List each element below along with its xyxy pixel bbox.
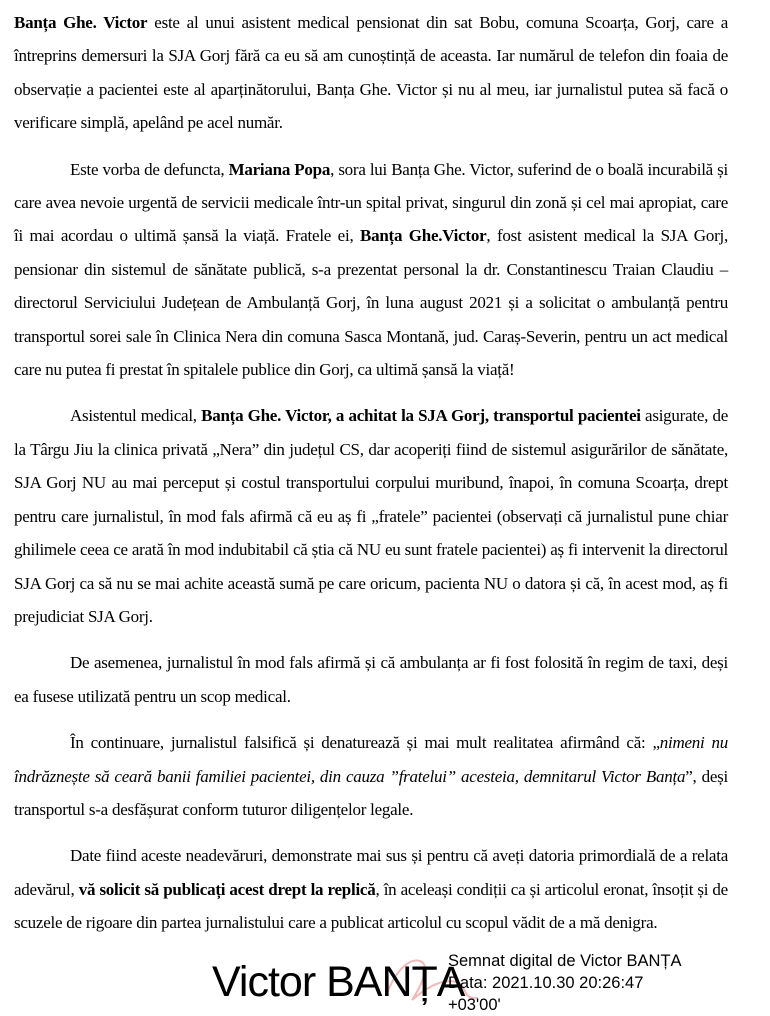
signed-by-line: Semnat digital de Victor BANȚA — [448, 952, 682, 970]
bold-text: Banța Ghe. Victor, a achitat la SJA Gorj, transportul pacientei — [201, 406, 641, 426]
signature-date: Data: 2021.10.30 20:26:47 — [448, 974, 644, 992]
bold-text: Banța Ghe. Victor — [14, 13, 148, 32]
bold-text: Banța Ghe.Victor — [360, 226, 487, 246]
text-run: Este vorba de defuncta, — [70, 159, 229, 179]
text-run: , sora lui Banța Ghe. Victor, suferind de o boală incurabilă și care avea nevoie urgentă de servicii medicale într-un spital privat, singurul din zonă și cel mai apropiat, care îi mai acordau o ultimă șansă la viață. Fratele ei, — [14, 159, 729, 246]
text-run: ”, deși transportul s-a desfășurat conform tuturor diligențelor legale. — [14, 766, 728, 819]
digital-signature-block — [212, 948, 752, 1014]
bold-text: vă solicit să publicați acest drept la replică — [78, 879, 376, 899]
text-run: Date fiind aceste neadevăruri, demonstrate mai sus și pentru că aveți datoria primordială de a relata adevărul, — [14, 846, 728, 899]
text-run: În continuare, jurnalistul falsifică și denaturează și mai mult realitatea afirmând că: „ — [70, 733, 660, 753]
paragraph-3 — [14, 399, 728, 633]
text-run: Asistentul medical, — [70, 406, 202, 426]
text-run: , fost asistent medical la SJA Gorj, pensionar din sistemul de sănătate publică, s-a prezentat personal la dr. Constantinescu Traian Claudiu – directorul Serviciului Județean de Ambulanță Gorj, în luna august 2021 și a solicitat o ambulanță pentru transportul sorei sale în Clinica Nera din comuna Sasca Montană, jud. Caraș-Severin, pentru un act medical care nu putea fi prestat în spitalele publice din Gorj, ca ultimă șansă la viață! — [14, 226, 728, 380]
text-run: De asemenea, jurnalistul în mod fals afirmă și că ambulanța ar fi fost folosită în regim de taxi, deși ea fusese utilizată pentru un scop medical. — [14, 653, 728, 706]
letter-body — [14, 6, 728, 953]
signer-name: Victor BANȚA — [212, 958, 465, 1006]
paragraph-5 — [14, 726, 728, 826]
text-run: asigurate, de la Târgu Jiu la clinica privată „Nera” din județul CS, dar acoperiți fiind de sistemul asigurărilor de sănătate, SJA Gorj NU au mai perceput și costul transportului corpului muribund, înapoi, în comuna Scoarța, drept pentru care jurnalistul, în mod fals afirmă că eu aș fi „fratele” pacientei (observați că jurnalistul pune chiar ghilimele ceea ce arată în mod indubitabil că știa că NU eu sunt fratele pacientei) aș fi intervenit la directorul SJA Gorj ca să nu se mai achite această sumă pe care oricum, pacienta NU o datora și că, în acest mod, aș fi prejudiciat SJA Gorj. — [14, 406, 728, 626]
paragraph-6 — [14, 839, 728, 939]
quoted-text: nimeni nu îndrăznește să ceară banii familiei pacientei, din cauza ”fratelui” acesteia, demnitarul Victor Banța — [14, 733, 728, 786]
paragraph-4 — [14, 646, 728, 713]
signature-details — [448, 950, 682, 1016]
text-run: , în aceleași condiții ca și articolul eronat, însoțit și de scuzele de rigoare din partea jurnalistului care a publicat articolul cu scopul vădit de a mă denigra. — [14, 879, 728, 933]
bold-text: Mariana Popa — [228, 159, 331, 179]
text-run: este al unui asistent medical pensionat din sat Bobu, comuna Scoarța, Gorj, care a întreprins demersuri la SJA Gorj fără ca eu să am cunoștință de aceasta. Iar numărul de telefon din foaia de observație a pacientei este al aparținătorului, Banța Ghe. Victor și nu al meu, iar jurnalistul putea să facă o verificare simplă, apelând pe acel număr. — [14, 13, 728, 133]
paragraph-2 — [14, 153, 728, 387]
paragraph-1 — [14, 6, 728, 140]
signature-timezone: +03'00' — [448, 996, 501, 1014]
